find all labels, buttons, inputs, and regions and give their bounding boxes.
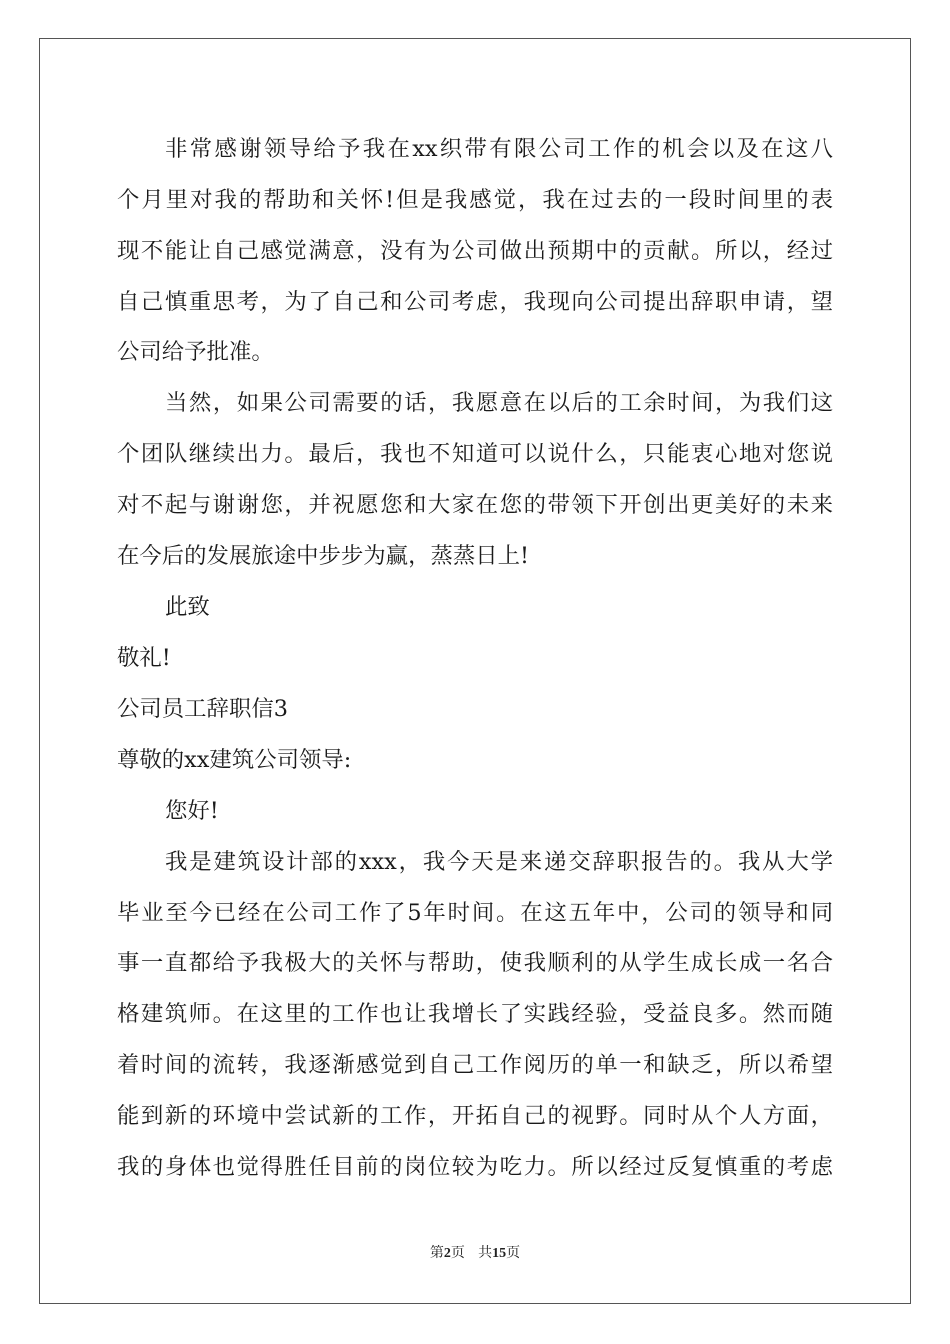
paragraph-line: 对不起与谢谢您，并祝愿您和大家在您的带领下开创出更美好的未来 [117, 492, 833, 518]
page-suffix: 页 [450, 1245, 465, 1261]
closing-line: 此致 [165, 594, 210, 620]
paragraph-line: 我是建筑设计部的xxx，我今天是来递交辞职报告的。我从大学 [165, 849, 833, 875]
paragraph-line: 毕业至今已经在公司工作了5年时间。在这五年中，公司的领导和同 [117, 900, 833, 926]
paragraph-line: 自己慎重思考，为了自己和公司考虑，我现向公司提出辞职申请，望 [117, 289, 833, 315]
greeting-line: 您好! [165, 798, 219, 824]
paragraph-line: 公司给予批准。 [117, 339, 274, 365]
paragraph-line: 个月里对我的帮助和关怀!但是我感觉，我在过去的一段时间里的表 [117, 187, 833, 213]
paragraph-line: 着时间的流转，我逐渐感觉到自己工作阅历的单一和缺乏，所以希望 [117, 1052, 833, 1078]
paragraph-line: 我的身体也觉得胜任目前的岗位较为吃力。所以经过反复慎重的考虑 [117, 1154, 833, 1180]
page-prefix: 第 [429, 1245, 444, 1261]
total-pages: 15 [492, 1246, 507, 1261]
paragraph-line: 格建筑师。在这里的工作也让我增长了实践经验，受益良多。然而随 [117, 1001, 833, 1027]
greeting-addressee: 尊敬的xx建筑公司领导: [117, 747, 352, 773]
paragraph-line: 能到新的环境中尝试新的工作，开拓自己的视野。同时从个人方面， [117, 1103, 833, 1129]
salutation-line: 敬礼! [117, 645, 171, 671]
page-number: 2 [443, 1246, 451, 1261]
page-footer [0, 1243, 950, 1264]
paragraph-line: 个团队继续出力。最后，我也不知道可以说什么，只能衷心地对您说 [117, 441, 833, 467]
paragraph-line: 现不能让自己感觉满意，没有为公司做出预期中的贡献。所以，经过 [117, 238, 833, 264]
total-prefix: 共 [478, 1245, 493, 1261]
total-suffix: 页 [506, 1245, 521, 1261]
section-title: 公司员工辞职信3 [117, 696, 288, 722]
paragraph-line: 非常感谢领导给予我在xx织带有限公司工作的机会以及在这八 [165, 136, 833, 162]
paragraph-line: 在今后的发展旅途中步步为赢，蒸蒸日上! [117, 543, 530, 569]
paragraph-line: 事一直都给予我极大的关怀与帮助，使我顺利的从学生成长成一名合 [117, 950, 833, 976]
paragraph-line: 当然，如果公司需要的话，我愿意在以后的工余时间，为我们这 [165, 390, 833, 416]
